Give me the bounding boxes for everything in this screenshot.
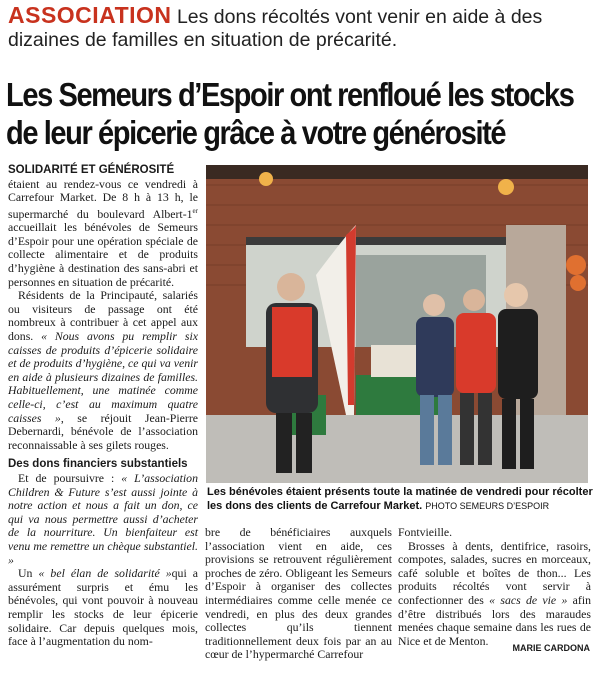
para-4b-col1: qui a assurément surpris et ému les bénévoles, qui vont pouvoir à nouveau remplir les stocks de leur épicerie solidaire. Car depuis quelques bbox=[8, 566, 199, 635]
author-byline: MARIE CARDONA bbox=[512, 643, 590, 653]
column-2 bbox=[205, 526, 392, 662]
column-1 bbox=[8, 163, 198, 649]
para-2a: Résidents de la Principauté, salariés ou visiteurs de passage ont été nombreux à contribuer à cet appel aux dons. bbox=[8, 288, 198, 344]
para-1a: étaient au rendez-vous ce vendredi à Carrefour Market. De 8 h à 13 h, le supermarché du boulevard Albert-1 bbox=[8, 176, 198, 221]
caption-text: Les bénévoles étaient présents toute la matinée de vendredi pour récolter les dons des clients de Carrefour Market. bbox=[207, 486, 593, 512]
para-4-quote: « bel élan de solidarité » bbox=[38, 566, 172, 581]
lead-subhead: SOLIDARITÉ ET GÉNÉROSITÉ bbox=[8, 164, 175, 176]
section-tag: ASSOCIATION bbox=[8, 2, 172, 28]
para-3a: Et de poursuivre : bbox=[18, 470, 122, 485]
para-1b: accueillait les bénévoles de Semeurs d’Espoir pour une opération spéciale de collecte alimentaire et de produits d’hygiène à destination des sans-abri et personnes en situation de précarité. bbox=[8, 220, 198, 289]
headline bbox=[6, 76, 574, 152]
subhead-financial: Des dons financiers substantiels bbox=[8, 458, 188, 471]
headline-line-1: Les Semeurs d’Espoir ont renfloué les stocks bbox=[6, 76, 574, 113]
column-3 bbox=[398, 526, 591, 648]
para-3-quote: « L’association Children & Future s’est aussi jointe à notre action et nous a fait un don, ce qui va nous permettre aussi d’acheter de la nourriture. Un bienfaiteur est venu me remettre un chèque substantiel. » bbox=[8, 470, 198, 567]
col2-text: bre de bénéficiaires auxquels l’association vient en aide, ces provisions se retrouvent régulièrement proches de zéro. Obligeant les Semeurs d’Espoir à organiser des collectes intermédiaires comme celle menée ce vendredi, en plus des deux grandes collectes qu’ils tiennent traditionnellement deux fois par an au cœur de l’hypermarché Carrefour bbox=[205, 525, 392, 662]
photo-illustration bbox=[206, 165, 588, 483]
article-photo bbox=[206, 165, 588, 483]
kicker bbox=[8, 4, 596, 52]
col3-p1: Fontvieille. bbox=[398, 525, 453, 539]
col1-tail: mois, face à l’augmentation du nom- bbox=[8, 620, 198, 649]
col3-p2-quote: « sacs de vie » bbox=[489, 592, 568, 607]
para-4a: Un bbox=[18, 566, 39, 581]
para-2-quote: « Nous avons pu remplir six caisses de produits d’épicerie solidaire et de produits d’hygiène, ce qui va venir en aide à plusieurs dizaines de familles. Habituellement, une matinée comme celle-ci, c’est au maximum quatre caisses » bbox=[8, 329, 198, 425]
col3-p2b: afin d’être distribués lors des maraudes menées chaque semaine dans les rues de Nice et de Menton. bbox=[398, 592, 591, 648]
para-1-sup: er bbox=[192, 206, 198, 215]
para-2b: , se réjouit Jean-Pierre Debernardi, bénévole de l’association reconnaissable à ses gilets rouges. bbox=[8, 410, 198, 452]
kicker-text: Les dons récoltés vont venir en aide à des dizaines de familles en situation de précarité. bbox=[8, 6, 543, 51]
col3-p2a: Brosses à dents, dentifrice, rasoirs, compotes, salades, sucres en morceaux, café soluble et boîtes de thon... Les produits récoltés vont servir à confectionner des bbox=[398, 538, 591, 607]
headline-line-2: de leur épicerie grâce à votre générosité bbox=[6, 114, 506, 151]
photo-credit: PHOTO SEMEURS D’ESPOIR bbox=[425, 500, 550, 511]
photo-caption bbox=[207, 486, 593, 513]
